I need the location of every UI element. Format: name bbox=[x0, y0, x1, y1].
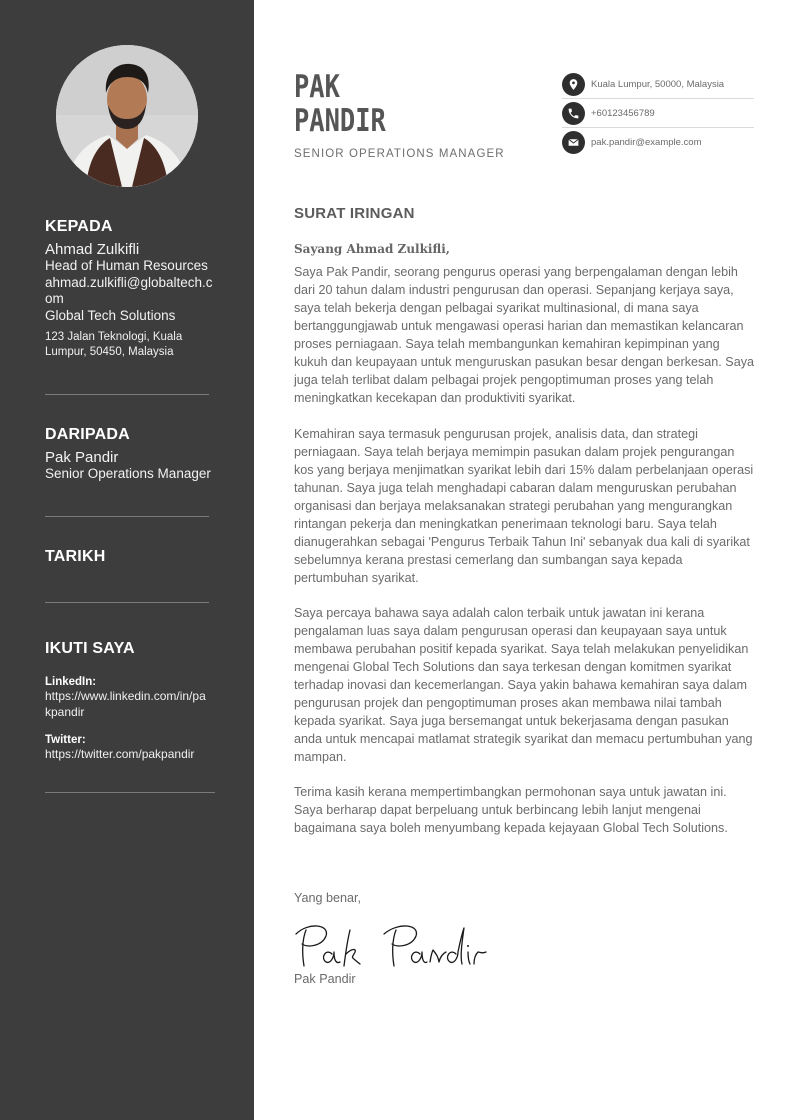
sender-heading: DARIPADA bbox=[45, 426, 130, 443]
contact-list bbox=[562, 70, 754, 157]
location-pin-icon bbox=[562, 73, 585, 96]
letter-paragraph: Saya Pak Pandir, seorang pengurus operasi yang berpengalaman dengan lebih dari 20 tahun dalam industri pengurusan dan operasi. Sepanjang kerjaya saya, saya telah bekerja dengan pelbagai syarikat multinasional, di mana saya bertanggungjawab untuk mengawasi operasi harian dan memastikan kelancaran proses perniagaan. Saya telah membangunkan kemahiran kepimpinan yang kukuh dan keupayaan untuk menguruskan pasukan besar dengan berkesan. Saya juga telah terlibat dalam pelbagai projek pengoptimuman proses yang telah meningkatkan kecekapan dan produktiviti syarikat. bbox=[294, 265, 754, 405]
sidebar-divider bbox=[45, 394, 209, 395]
sender-section bbox=[45, 426, 215, 483]
header-name-block bbox=[294, 70, 505, 160]
date-heading: TARIKH bbox=[45, 548, 106, 565]
sender-name: Pak Pandir bbox=[45, 449, 119, 466]
envelope-icon bbox=[562, 131, 585, 154]
contact-address-row bbox=[562, 70, 754, 99]
letter-section-title: SURAT IRINGAN bbox=[294, 205, 415, 222]
linkedin-link[interactable]: https://www.linkedin.com/in/pakpandir bbox=[45, 689, 206, 719]
recipient-position: Head of Human Resources bbox=[45, 258, 208, 273]
letter-greeting: Sayang Ahmad Zulkifli, bbox=[294, 242, 450, 256]
profile-photo-image bbox=[56, 45, 198, 187]
signature bbox=[290, 918, 490, 972]
twitter-link[interactable]: https://twitter.com/pakpandir bbox=[45, 747, 195, 761]
twitter-label: Twitter: bbox=[45, 734, 86, 746]
letter-closing: Yang benar, bbox=[294, 891, 361, 905]
recipient-section bbox=[45, 218, 215, 360]
social-heading: IKUTI SAYA bbox=[45, 640, 135, 657]
contact-address: Kuala Lumpur, 50000, Malaysia bbox=[591, 78, 725, 90]
contact-email[interactable]: pak.pandir@example.com bbox=[591, 137, 702, 148]
last-name: PANDIR bbox=[294, 103, 386, 139]
recipient-name: Ahmad Zulkifli bbox=[45, 241, 140, 258]
contact-phone-row bbox=[562, 99, 754, 128]
recipient-heading: KEPADA bbox=[45, 218, 113, 235]
phone-icon bbox=[562, 102, 585, 125]
sender-position: Senior Operations Manager bbox=[45, 466, 211, 481]
linkedin-label: LinkedIn: bbox=[45, 676, 97, 688]
letter-paragraph: Kemahiran saya termasuk pengurusan projek, analisis data, dan strategi perniagaan. Saya telah berjaya memimpin pasukan dalam projek pengurangan kos yang berjaya menjimatkan syarikat lebih dari 15% dalam perbelanjaan operasi tahunan. Saya juga telah menghadapi cabaran dalam menguruskan perubahan organisasi dan berjaya melaksanakan strategi perubahan yang mengurangkan rintangan pekerja dan meningkatkan penerimaan teknologi baru. Saya telah dianugerahkan sebagai 'Pengurus Terbaik Tahun Ini' sebanyak dua kali di syarikat sebelumnya kerana prestasi cemerlang dan sumbangan saya kepada pertumbuhan syarikat. bbox=[294, 427, 754, 585]
recipient-company: Global Tech Solutions bbox=[45, 307, 176, 323]
sidebar-divider bbox=[45, 792, 215, 793]
recipient-email[interactable]: ahmad.zulkifli@globaltech.com bbox=[45, 274, 213, 306]
date-section bbox=[45, 548, 215, 566]
contact-email-row bbox=[562, 128, 754, 157]
first-name: PAK bbox=[294, 69, 340, 105]
letter-paragraph: Terima kasih kerana mempertimbangkan permohonan saya untuk jawatan ini. Saya berharap dapat berpeluang untuk berbincang lebih lanjut mengenai bagaimana saya boleh menyumbang kepada kejayaan Global Tech Solutions. bbox=[294, 785, 728, 835]
signed-name: Pak Pandir bbox=[294, 972, 356, 986]
letter-paragraph: Saya percaya bahawa saya adalah calon terbaik untuk jawatan ini kerana pengalaman luas saya dalam pengurusan operasi dan keupayaan saya untuk membawa perubahan positif kepada syarikat. Saya telah melakukan penyelidikan mengenai Global Tech Solutions dan saya terkesan dengan komitmen syarikat terhadap inovasi dan kecemerlangan. Saya yakin bahawa kemahiran saya dalam pengurusan projek dan pengoptimuman proses akan membawa nilai tambah kepada syarikat. Saya juga bersemangat untuk bekerjasama dengan pasukan anda untuk mencapai matlamat strategik syarikat dan memacu pertumbuhan yang mampan. bbox=[294, 606, 753, 764]
sidebar bbox=[0, 0, 254, 1120]
contact-phone[interactable]: +60123456789 bbox=[591, 107, 655, 119]
sidebar-divider bbox=[45, 602, 209, 603]
signature-image bbox=[290, 918, 490, 972]
recipient-address: 123 Jalan Teknologi, Kuala Lumpur, 50450, Malaysia bbox=[45, 331, 183, 358]
social-section bbox=[45, 640, 215, 762]
sidebar-divider bbox=[45, 516, 209, 517]
job-title: SENIOR OPERATIONS MANAGER bbox=[294, 148, 505, 160]
profile-photo bbox=[56, 45, 198, 187]
